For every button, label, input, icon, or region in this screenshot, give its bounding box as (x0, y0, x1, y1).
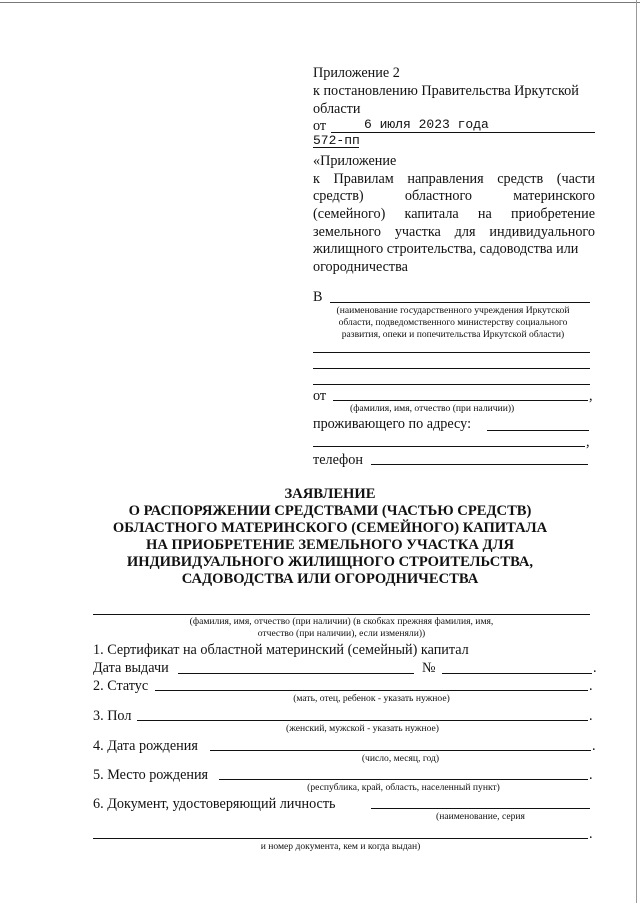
sex-hint: (женский, мужской - указать нужное) (286, 723, 439, 734)
birth-date-label: 4. Дата рождения (93, 738, 198, 754)
sub-appendix-title: «Приложение (313, 153, 397, 169)
addressee-blank-line-1[interactable] (313, 352, 590, 353)
addressee-hint-2: области, подведомственного министерству социального (338, 317, 568, 328)
birth-place-hint: (республика, край, область, населенный пункт) (307, 782, 500, 793)
statement-title-5: ИНДИВИДУАЛЬНОГО ЖИЛИЩНОГО СТРОИТЕЛЬСТВА, (126, 554, 534, 570)
birth-place-period: . (589, 767, 593, 783)
statement-title-1: ЗАЯВЛЕНИЕ (284, 486, 376, 502)
birth-date-period: . (592, 738, 596, 754)
statement-title-2: О РАСПОРЯЖЕНИИ СРЕДСТВАМИ (ЧАСТЬЮ СРЕДСТВ) (128, 503, 532, 519)
birth-place-field[interactable] (219, 779, 588, 780)
id-document-hint-1: (наименование, серия (436, 811, 525, 822)
status-field[interactable] (155, 690, 588, 691)
id-document-period: . (589, 826, 593, 842)
address-label: проживающего по адресу: (313, 416, 472, 432)
certificate-number-field[interactable] (442, 673, 592, 674)
issue-date-field[interactable] (178, 673, 414, 674)
sub-appendix-line-1: к Правилам направления средств (части (313, 171, 595, 187)
certificate-period: . (593, 660, 597, 676)
address-field-1[interactable] (487, 430, 589, 431)
applicant-name-hint: (фамилия, имя, отчество (при наличии)) (350, 403, 515, 414)
phone-field[interactable] (371, 464, 588, 465)
address-field-2[interactable] (313, 446, 585, 447)
id-document-field-2[interactable] (93, 838, 588, 839)
statement-title-4: НА ПРИОБРЕТЕНИЕ ЗЕМЕЛЬНОГО УЧАСТКА ДЛЯ (146, 537, 514, 553)
date-underline (331, 132, 595, 133)
applicant-name-field[interactable] (333, 400, 588, 401)
status-hint: (мать, отец, ребенок - указать нужное) (293, 693, 450, 704)
applicant-from-comma: , (589, 388, 593, 404)
appendix-title: Приложение 2 (313, 65, 400, 81)
addressee-hint-1: (наименование государственного учреждения Иркутской (336, 305, 570, 316)
appendix-resolution: к постановлению Правительства Иркутской (313, 83, 579, 99)
status-period: . (589, 678, 593, 694)
addressee-hint-3: развития, опеки и попечительства Иркутской области) (341, 329, 565, 340)
addressee-institution-field[interactable] (330, 302, 590, 303)
sub-appendix-line-5: жилищного строительства, садоводства или (313, 241, 579, 257)
applicant-fullname-hint-2: отчество (при наличии), если изменяли)) (257, 628, 426, 639)
appendix-date: 6 июля 2023 года (364, 117, 489, 132)
certificate-number-sign: № (422, 660, 436, 676)
id-document-field-1[interactable] (371, 808, 590, 809)
page-edge-top (0, 2, 640, 3)
addressee-blank-line-3[interactable] (313, 384, 590, 385)
certificate-label: 1. Сертификат на областной материнский (семейный) капитал (93, 642, 469, 658)
sex-label: 3. Пол (93, 708, 132, 724)
statement-title-6: САДОВОДСТВА ИЛИ ОГОРОДНИЧЕСТВА (181, 571, 479, 587)
page-edge-right (636, 0, 637, 903)
sub-appendix-line-3: (семейного) капитала на приобретение (313, 206, 595, 222)
addressee-to-label: В (313, 289, 323, 305)
applicant-from-label: от (313, 388, 327, 404)
statement-title-3: ОБЛАСТНОГО МАТЕРИНСКОГО (СЕМЕЙНОГО) КАПИТАЛА (112, 520, 548, 536)
sex-field[interactable] (137, 720, 588, 721)
birth-place-label: 5. Место рождения (93, 767, 209, 783)
id-document-hint-2: и номер документа, кем и когда выдан) (260, 841, 421, 852)
applicant-fullname-hint-1: (фамилия, имя, отчество (при наличии) (в скобках прежняя фамилия, имя, (189, 616, 494, 627)
address-comma: , (586, 434, 590, 450)
sub-appendix-line-2: средств) областного материнского (313, 188, 595, 204)
phone-label: телефон (313, 452, 363, 468)
sex-period: . (589, 708, 593, 724)
appendix-date-prefix: от (313, 118, 327, 134)
applicant-fullname-field[interactable] (93, 614, 590, 615)
addressee-blank-line-2[interactable] (313, 368, 590, 369)
appendix-region: области (313, 101, 361, 117)
id-document-label: 6. Документ, удостоверяющий личность (93, 796, 336, 812)
sub-appendix-line-4: земельного участка для индивидуального (313, 224, 595, 240)
issue-date-label: Дата выдачи (93, 660, 169, 676)
birth-date-field[interactable] (210, 750, 591, 751)
birth-date-hint: (число, месяц, год) (361, 753, 440, 764)
sub-appendix-line-6: огородничества (313, 259, 408, 275)
status-label: 2. Статус (93, 678, 149, 694)
appendix-number: 572-пп (313, 133, 360, 148)
number-underline (313, 147, 359, 148)
